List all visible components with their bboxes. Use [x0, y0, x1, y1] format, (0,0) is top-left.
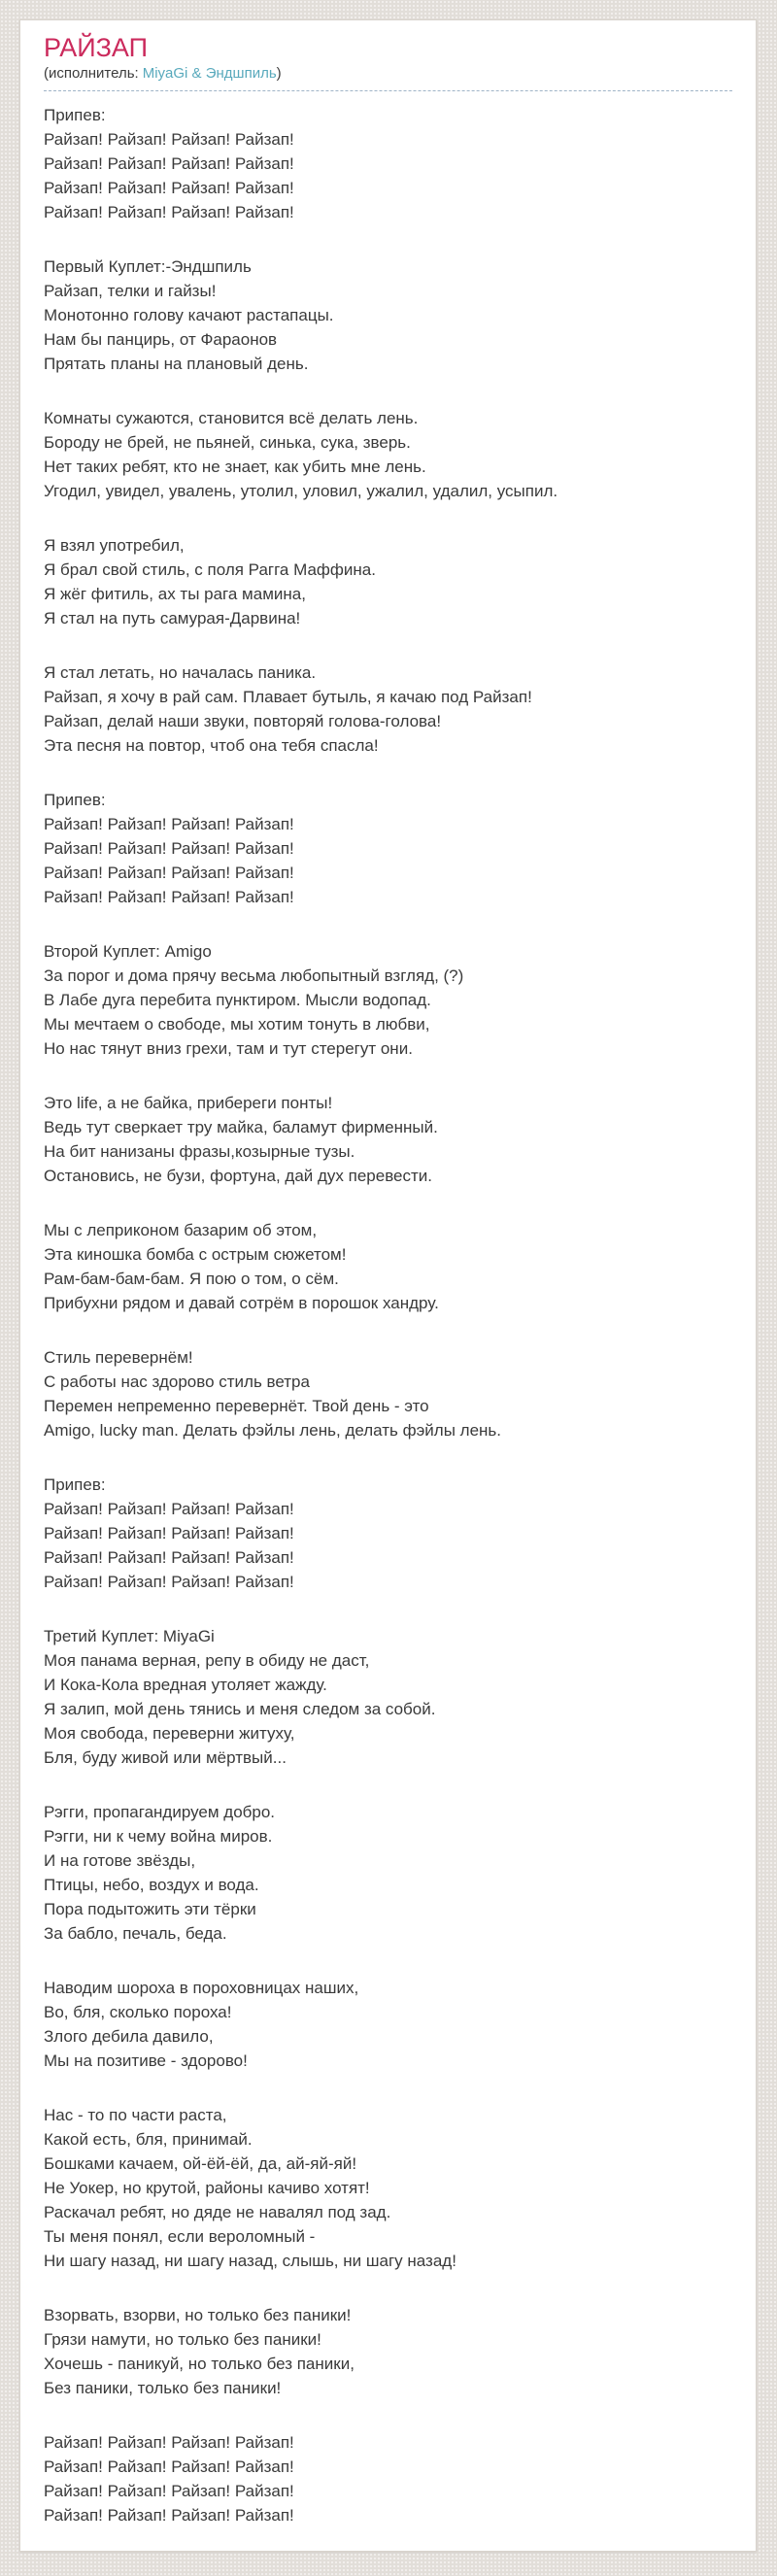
lyrics-stanza: Райзап! Райзап! Райзап! Райзап! Райзап! Райзап! Райзап! Райзап! Райзап! Райзап! Райзап! Райзап! Райзап! Райзап! Райзап! Райзап!	[44, 2433, 294, 2525]
lyrics-stanza: Припев: Райзап! Райзап! Райзап! Райзап! Райзап! Райзап! Райзап! Райзап! Райзап! Райзап! Райзап! Райзап! Райзап! Райзап! Райзап! Райзап!	[44, 1475, 294, 1591]
lyrics-stanza: Это life, а не байка, прибереги понты! Ведь тут сверкает тру майка, баламут фирменный. На бит нанизаны фразы,козырные тузы. Остановись, не бузи, фортуна, дай дух перевести.	[44, 1094, 438, 1185]
artist-label: (исполнитель:	[44, 65, 139, 82]
lyrics-stanza: Припев: Райзап! Райзап! Райзап! Райзап! Райзап! Райзап! Райзап! Райзап! Райзап! Райзап! Райзап! Райзап! Райзап! Райзап! Райзап! Райзап!	[44, 106, 294, 221]
lyrics-stanza: Я стал летать, но началась паника. Райзап, я хочу в рай сам. Плавает бутыль, я качаю под Райзап! Райзап, делай наши звуки, повторяй голова-голова! Эта песня на повтор, чтоб она тебя спасла!	[44, 663, 532, 755]
lyrics-stanza: Комнаты сужаются, становится всё делать лень. Бороду не брей, не пьяней, синька, сука, зверь. Нет таких ребят, кто не знает, как убить мне лень. Угодил, увидел, увалень, утолил, уловил, ужалил, удалил, усыпил.	[44, 409, 558, 500]
lyrics-text	[44, 103, 732, 2527]
lyrics-stanza: Первый Куплет:-Эндшпиль Райзап, телки и гайзы! Монотонно голову качают растапацы. Нам бы панцирь, от Фараонов Прятать планы на плановый день.	[44, 257, 334, 373]
lyrics-stanza: Я взял употребил, Я брал свой стиль, с поля Рагга Маффина. Я жёг фитиль, ах ты рага мамина, Я стал на путь самурая-Дарвина!	[44, 536, 376, 627]
artist-line	[44, 64, 732, 91]
lyrics-stanza: Стиль перевернём! С работы нас здорово стиль ветра Перемен непременно перевернёт. Твой день - это Amigo, lucky man. Делать фэйлы лень, делать фэйлы лень.	[44, 1348, 501, 1440]
song-title: РАЙЗАП	[44, 33, 149, 62]
lyrics-stanza: Припев: Райзап! Райзап! Райзап! Райзап! Райзап! Райзап! Райзап! Райзап! Райзап! Райзап! Райзап! Райзап! Райзап! Райзап! Райзап! Райзап!	[44, 791, 294, 906]
lyrics-stanza: Взорвать, взорви, но только без паники! Грязи намути, но только без паники! Хочешь - паникуй, но только без паники, Без паники, только без паники!	[44, 2306, 355, 2397]
artist-suffix: )	[276, 65, 282, 82]
lyrics-stanza: Нас - то по части раста, Какой есть, бля, принимай. Бошками качаем, ой-ёй-ёй, да, ай-яй-яй! Не Уокер, но крутой, районы качиво хотят! Раскачал ребят, но дяде не навалял под зад. Ты меня понял, если вероломный - Ни шагу назад, ни шагу назад, слышь, ни шагу назад!	[44, 2106, 456, 2270]
lyrics-stanza: Третий Куплет: MiyaGi Моя панама верная, репу в обиду не даст, И Кока-Кола вредная утоляет жажду. Я залип, мой день тянись и меня следом за собой. Моя свобода, переверни житуху, Бля, буду живой или мёртвый...	[44, 1627, 436, 1767]
lyrics-card	[19, 19, 757, 2552]
lyrics-stanza: Второй Куплет: Amigo За порог и дома прячу весьма любопытный взгляд, (?) В Лабе дуга перебита пунктиром. Мысли водопад. Мы мечтаем о свободе, мы хотим тонуть в любви, Но нас тянут вниз грехи, там и тут стерегут они.	[44, 942, 464, 1058]
artist-link[interactable]: MiyaGi & Эндшпиль	[142, 65, 277, 82]
lyrics-stanza: Рэгги, пропагандируем добро. Рэгги, ни к чему война миров. И на готове звёзды, Птицы, небо, воздух и вода. Пора подытожить эти тёрки За бабло, печаль, беда.	[44, 1803, 276, 1943]
lyrics-stanza: Мы с леприконом базарим об этом, Эта киношка бомба с острым сюжетом! Рам-бам-бам-бам. Я пою о том, о сём. Прибухни рядом и давай сотрём в порошок хандру.	[44, 1221, 439, 1312]
lyrics-stanza: Наводим шороха в пороховницах наших, Во, бля, сколько пороха! Злого дебила давило, Мы на позитиве - здорово!	[44, 1979, 359, 2070]
